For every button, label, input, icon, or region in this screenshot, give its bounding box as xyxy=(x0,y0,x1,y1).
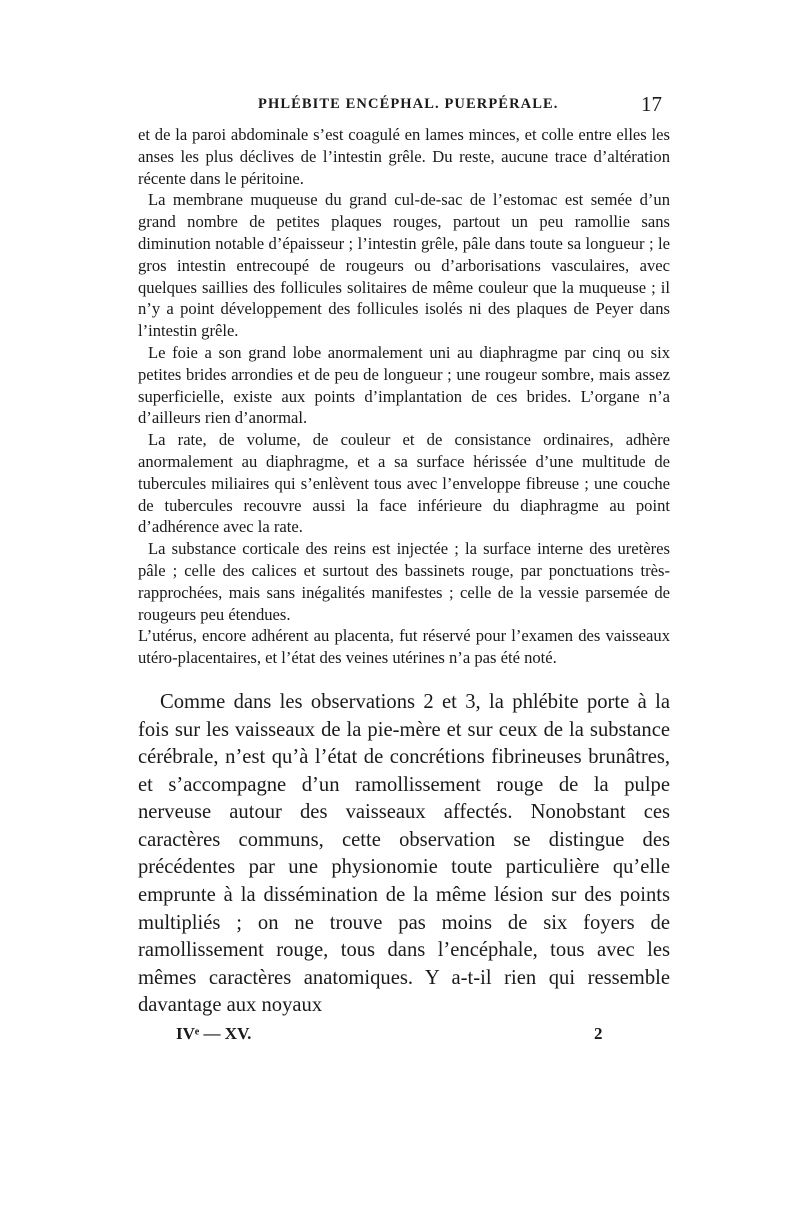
large-type-section xyxy=(138,689,670,1020)
paragraph-peritoneum: et de la paroi abdominale s’est coagulé en lames minces, et colle entre elles les anses les plus déclives de l’intestin grêle. Du reste, aucune trace d’altération récente dans le péritoine. xyxy=(138,125,670,188)
paragraph-stomach-intestine: La membrane muqueuse du grand cul-de-sac de l’estomac est semée d’un grand nombre de petites plaques rouges, partout un peu ramollie sans diminution notable d’épaisseur ; l’intestin grêle, pâle dans toute sa longueur ; le gros intestin entrecoupé de rougeurs ou d’arborisations vasculaires, avec quelques saillies des follicules solitaires de même couleur que la muqueuse ; il n’y a point développement des follicules isolés ni des plaques de Peyer dans l’intestin grêle. xyxy=(138,190,670,341)
page-footer xyxy=(138,1024,670,1054)
paragraph-spleen: La rate, de volume, de couleur et de consistance ordinaires, adhère anormalement au diaphragme, et a sa surface hérissée d’une multitude de tubercules miliaires qui s’enlèvent tous avec l’enveloppe fibreuse ; une couche de tubercules recouvre aussi la face inférieure du diaphragme au point d’adhérence avec la rate. xyxy=(138,430,670,537)
paragraph-kidneys: La substance corticale des reins est injectée ; la surface interne des uretères pâle ; celle des calices et surtout des bassinets rouge, par ponctuations très-rapprochées, mais sans inégalités manifestes ; celle de la vessie parsemée de rougeurs peu étendues. xyxy=(138,539,670,624)
paragraph-commentary: Comme dans les observations 2 et 3, la phlébite porte à la fois sur les vaisseaux de la pie-mère et sur ceux de la substance cérébrale, n’est qu’à l’état de concrétions fibrineuses brunâtres, et s’accompagne d’un ramollissement rouge de la pulpe nerveuse autour des vaisseaux affectés. Nonobstant ces caractères communs, cette observation se distingue des précédentes par une physionomie toute particulière qu’elle emprunte à la dissémination de la même lésion sur des points multipliés ; on ne trouve pas moins de six foyers de ramollissement rouge, tous dans l’encéphale, tous avec les mêmes caractères anatomiques. Y a-t-il rien qui ressemble davantage aux noyaux xyxy=(138,690,670,1017)
running-head: PHLÉBITE ENCÉPHAL. PUERPÉRALE. xyxy=(258,96,559,112)
paragraph-uterus: L’utérus, encore adhérent au placenta, fut réservé pour l’examen des vaisseaux utéro-placentaires, et l’état des veines utérines n’a pas été noté. xyxy=(138,626,670,668)
page-number: 17 xyxy=(641,92,662,116)
book-page xyxy=(138,92,670,1054)
paragraph-liver: Le foie a son grand lobe anormalement uni au diaphragme par cinq ou six petites brides arrondies et de peu de longueur ; une rougeur sombre, mais assez superficielle, existe aux points d’implantation de ces brides. L’organe n’a d’ailleurs rien d’anormal. xyxy=(138,342,670,428)
printer-signature-number: 2 xyxy=(594,1024,603,1044)
printer-signature-mark: IVᵉ — XV. xyxy=(176,1024,252,1044)
small-type-section xyxy=(138,124,670,669)
page-header xyxy=(138,92,670,122)
